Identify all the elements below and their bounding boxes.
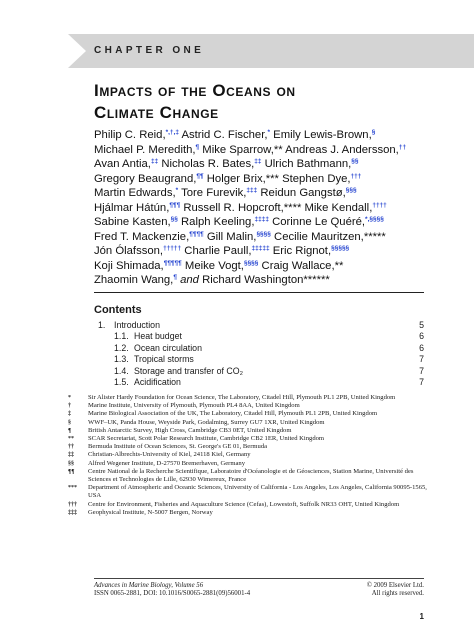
author-name: Tore Furevik, (178, 187, 247, 199)
footnote (62, 460, 434, 468)
footnote (62, 451, 434, 459)
author-name: Hjálmar Hátún, (94, 201, 170, 214)
contents-rule (94, 292, 424, 293)
footnote-text: Centre National de la Recherche Scientifique, Laboratoire d'Océanologie et de Géosciences, Station Marine, Université des Sciences et Technologies de Lille, 62930 Wimereux, France (88, 467, 414, 484)
chapter-title (94, 80, 454, 124)
affiliation-marker: ¶ (195, 143, 200, 151)
author-name: Astrid C. Fischer, (178, 129, 268, 141)
author-name: Holger Brix,*** Stephen Dye, (203, 172, 351, 185)
affiliation-marker: §§§§§ (331, 245, 350, 252)
author-name: Michael P. Meredith, (94, 143, 196, 156)
author-name: Sabine Kasten, (94, 216, 171, 228)
toc-entry[interactable] (94, 354, 424, 365)
footnote (62, 484, 434, 500)
toc-number: 1.1. (114, 331, 129, 342)
affiliation-marker: §§§§ (243, 259, 259, 267)
author-name: Koji Shimada, (94, 259, 164, 272)
author-line (94, 230, 466, 245)
author-name: Ralph Keeling, (177, 216, 255, 228)
author-line (94, 273, 466, 288)
toc-label: Storage and transfer of CO₂ (134, 365, 244, 376)
affiliation-marker: ‡‡‡ (246, 187, 258, 194)
author-line (94, 128, 466, 143)
footnote (62, 501, 434, 509)
author-name: Cecilie Mauritzen,***** (270, 230, 386, 243)
toc-entry[interactable] (94, 377, 424, 388)
footnote-marker: ‡‡ (68, 452, 74, 459)
footer-issn-line (94, 590, 424, 597)
author-name: Meike Vogt, (181, 259, 244, 272)
author-name: Philip C. Reid, (94, 129, 166, 141)
author-name: Corinne Le Quéré, (268, 216, 366, 228)
affiliation-marker: ‡‡‡‡ (254, 216, 269, 223)
footnote-marker: ¶ (68, 427, 72, 434)
affiliation-marker: ¶¶¶¶¶ (163, 259, 182, 267)
toc-page: 6 (419, 331, 424, 342)
footnote-marker: * (68, 395, 71, 401)
footnote-marker: ‡ (68, 411, 71, 418)
footnote-marker: † (68, 403, 71, 410)
footnote-text: Geophysical Institute, N-5007 Bergen, Norway (88, 508, 213, 516)
issn-doi: ISSN 0065-2881, DOI: 10.1016/S0065-2881(09)56001-4 (94, 590, 251, 597)
footnote-marker: ¶¶ (68, 468, 75, 475)
footer-journal-line (94, 582, 424, 589)
footnote-marker: *** (68, 485, 77, 492)
author-name: Zhaomin Wang, (94, 274, 174, 286)
affiliation-marker: *,†,‡ (165, 129, 179, 136)
affiliation-marker: §§§§ (256, 230, 271, 238)
footnote (62, 427, 434, 435)
toc-entry[interactable] (94, 343, 424, 354)
affiliation-marker: §§ (351, 158, 359, 165)
journal-citation: Advances in Marine Biology, Volume 56 (94, 582, 204, 589)
toc-entry[interactable] (94, 366, 424, 377)
affiliation-marker: ††††† (163, 245, 182, 252)
author-line (94, 259, 466, 274)
toc-number: 1.2. (114, 342, 129, 353)
author-name: Mike Sparrow,** Andreas J. Andersson, (199, 143, 399, 156)
affiliation-marker: §§ (170, 216, 178, 223)
affiliation-marker: §§§ (345, 187, 357, 194)
rights-reserved: All rights reserved. (371, 590, 424, 597)
footnote-marker: †† (68, 444, 74, 451)
footer-rule (94, 578, 424, 579)
footnote (62, 509, 434, 517)
toc-page: 7 (419, 354, 424, 365)
toc-label: Heat budget (134, 331, 182, 342)
author-name: Martin Edwards, (94, 187, 176, 199)
author-name: Reidun Gangstø, (257, 187, 346, 199)
footnote-text: Sir Alister Hardy Foundation for Ocean Science, The Laboratory, Citadel Hill, Plymouth PL1 2PB, United Kingdom (88, 394, 396, 401)
affiliation-marker: ¶¶¶ (169, 201, 181, 209)
author-name: Gill Malin, (203, 230, 257, 243)
footnote (62, 435, 434, 443)
footnote-marker: ‡‡‡ (68, 509, 77, 516)
author-name: Charlie Paull, (181, 245, 252, 257)
toc-page: 5 (419, 320, 424, 330)
author-line (94, 201, 466, 216)
affiliation-marker: ¶¶¶¶ (189, 230, 204, 238)
author-name: Gregory Beaugrand, (94, 172, 197, 185)
footnote-text: Marine Biological Association of the UK, The Laboratory, Citadel Hill, Plymouth PL1 2PB, United Kingdom (88, 410, 378, 418)
affiliation-marker: ††† (350, 172, 362, 180)
toc-label: Introduction (114, 320, 160, 330)
author-list (94, 128, 466, 288)
contents-heading: Contents (94, 304, 142, 316)
affiliation-marker: ‡‡ (150, 158, 159, 165)
banner-notch (68, 34, 86, 68)
footnote-text: SCAR Secretariat, Scott Polar Research Institute, Cambridge CB2 1ER, United Kingdom (88, 435, 325, 443)
author-line (94, 172, 466, 187)
affiliation-marker: †† (398, 143, 407, 151)
affiliation-marker: § (371, 129, 376, 136)
author-conjunction: and (180, 274, 199, 286)
footnote-text: Centre for Environment, Fisheries and Aquaculture Science (Cefas), Lowestoft, Suffolk NR33 OHT, United Kingdom (88, 500, 400, 508)
author-line (94, 244, 466, 259)
author-line (94, 186, 466, 201)
author-name: Russell R. Hopcroft,**** Mike Kendall, (180, 201, 373, 214)
author-name: Richard Washington****** (198, 274, 330, 286)
footnote-text: WWF–UK, Panda House, Weyside Park, Godalming, Surrey GU7 1XR, United Kingdom (88, 418, 325, 426)
chapter-label: CHAPTER ONE (94, 45, 205, 56)
author-name: Eric Rignot, (269, 245, 332, 257)
title-line-2: Climate Change (94, 103, 219, 122)
toc-label: Ocean circulation (134, 342, 202, 353)
footnote (62, 468, 434, 484)
footnote-marker: §§ (68, 460, 74, 467)
affiliation-marker: ‡‡ (254, 158, 262, 165)
author-line (94, 143, 466, 158)
footnote-text: Bermuda Institute of Ocean Sciences, St. George's GE 01, Bermuda (88, 443, 268, 451)
toc-page: 7 (419, 365, 424, 376)
author-name: Avan Antia, (94, 158, 151, 170)
affiliation-marker: * (267, 129, 271, 136)
footnote-text: Department of Atmospheric and Oceanic Sciences, University of California - Los Angeles, Los Angeles, California 90095-1565, USA (88, 484, 427, 500)
footnote (62, 410, 434, 418)
toc-number: 1.3. (114, 354, 129, 365)
author-name: Fred T. Mackenzie, (94, 230, 190, 243)
toc-entry[interactable] (94, 331, 424, 342)
author-name: Nicholas R. Bates, (158, 158, 255, 170)
footnote (62, 443, 434, 451)
footnote (62, 419, 434, 427)
footnote-marker: § (68, 419, 71, 426)
affiliation-marker: * (175, 187, 179, 194)
table-of-contents (94, 320, 424, 388)
affiliation-marker: ¶ (173, 274, 177, 281)
author-name: Ulrich Bathmann, (261, 158, 352, 170)
author-name: Emily Lewis-Brown, (270, 129, 372, 141)
footnote-text: British Antarctic Survey, High Cross, Cambridge CB3 0ET, United Kingdom (88, 426, 292, 434)
affiliation-marker: ¶¶ (196, 172, 204, 180)
toc-number: 1.5. (114, 376, 129, 387)
footnote-text: Alfred Wegener Institute, D-27570 Bremerhaven, Germany (88, 459, 245, 467)
affiliation-marker: *,§§§§ (365, 216, 384, 223)
affiliation-marker: †††† (372, 201, 387, 209)
footnote-marker: ** (68, 436, 74, 443)
toc-page: 6 (419, 342, 424, 353)
footnote-text: Christian-Albrechts-University of Kiel, 24118 Kiel, Germany (88, 451, 251, 459)
footnote (62, 402, 434, 410)
affiliation-footnotes (62, 394, 434, 517)
author-line (94, 215, 466, 230)
page-number: 1 (419, 612, 424, 621)
author-name: Jón Ólafsson, (94, 245, 164, 257)
author-name: Craig Wallace,** (258, 259, 344, 272)
footnote-text: Marine Institute, University of Plymouth, Plymouth PL4 8AA, United Kingdom (88, 402, 300, 410)
toc-label: Acidification (134, 376, 181, 387)
copyright: © 2009 Elsevier Ltd. (366, 582, 424, 589)
footnote-marker: ††† (68, 501, 77, 508)
title-line-1: Impacts of the Oceans on (94, 81, 296, 100)
toc-number: 1.4. (114, 365, 129, 376)
footnote (62, 394, 434, 402)
author-line (94, 157, 466, 172)
affiliation-marker: ‡‡‡‡‡ (251, 245, 270, 252)
toc-page: 7 (419, 376, 424, 387)
toc-label: Tropical storms (134, 354, 194, 365)
toc-number: 1. (98, 320, 106, 330)
toc-entry[interactable] (94, 320, 424, 331)
